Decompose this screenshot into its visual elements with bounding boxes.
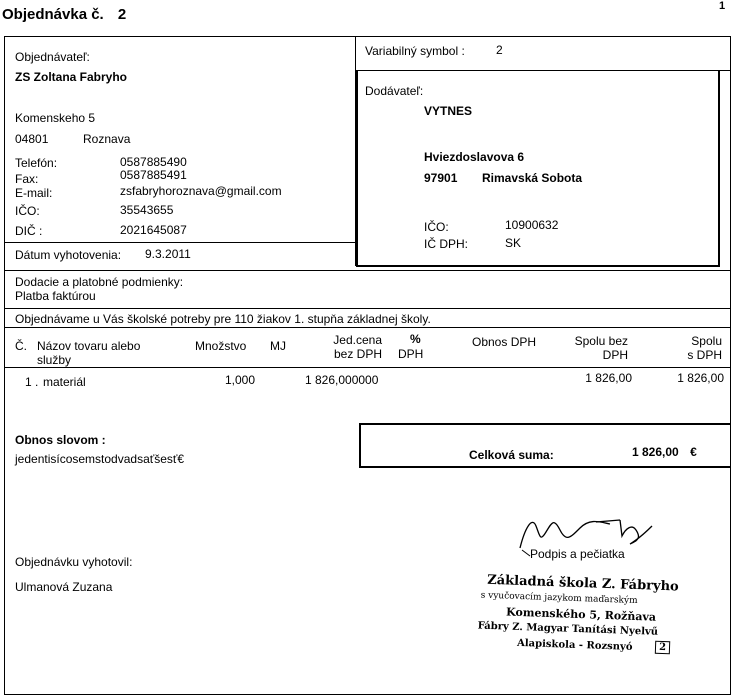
col-header-total-1: Spolu bez [574,334,628,348]
terms-divider [4,270,731,271]
terms-value: Platba faktúrou [15,289,96,303]
prepared-by-name: Ulmanová Zuzana [15,580,113,594]
supplier-city: Rimavská Sobota [482,171,583,185]
buyer-street: Komenskeho 5 [15,111,96,125]
signature-label: Podpis a pečiatka [530,547,625,561]
buyer-city: Roznava [83,132,131,146]
buyer-label: Objednávateľ: [15,50,90,64]
row-name: materiál [43,375,86,389]
vs-label: Variabilný symbol : [365,44,465,58]
supplier-ico-value: 10900632 [505,218,559,232]
col-header-name-1: Názov tovaru alebo [37,339,141,353]
fax-value: 0587885491 [120,168,187,182]
col-header-total-vat-2: s DPH [687,348,722,362]
col-header-vat-amount: Obnos DPH [472,335,537,349]
total-currency: € [690,445,697,459]
row-qty: 1,000 [224,373,255,387]
stamp-line-4: Fábry Z. Magyar Tanítási Nyelvű [477,620,659,638]
total-value [632,445,697,459]
supplier-label: Dodávateľ: [365,84,424,98]
ico-value: 35543655 [120,203,174,217]
intro-divider-top [4,308,731,309]
amount-words-value: jedentisícosemstodvadsaťšesť€ [15,452,185,466]
stamp-number: 2 [655,641,670,655]
phone-value: 0587885490 [120,155,187,169]
col-header-price-2: bez DPH [333,347,382,361]
amount-words-label: Obnos slovom : [15,433,106,447]
date-label: Dátum vyhotovenia: [15,248,122,262]
col-header-c: Č. [15,339,27,353]
terms-label: Dodacie a platobné podmienky: [15,275,184,289]
supplier-ico-label: IČO: [424,220,449,234]
order-intro: Objednávame u Vás školské potreby pre 110 žiakov 1. stupňa základnej školy. [15,312,431,326]
supplier-street: Hviezdoslavova 6 [424,150,525,164]
email-label: E-mail: [15,186,53,200]
total-label: Celková suma: [469,448,554,462]
fax-label: Fax: [15,172,39,186]
supplier-icdph-value: SK [505,236,522,250]
dic-label: DIČ : [15,224,43,238]
row-total-vat: 1 826,00 [677,371,724,385]
email-value: zsfabryhoroznava@gmail.com [120,184,282,198]
stamp-line-2: s vyučovacím jazykom maďarským [480,590,638,607]
stamp-line-1: Základná škola Z. Fábryho [486,572,679,595]
vs-value: 2 [496,43,503,57]
col-header-total-vat-1: Spolu [691,334,722,348]
row-total: 1 826,00 [585,371,632,385]
col-header-total-2: DPH [602,348,628,362]
col-header-qty: Množstvo [195,339,247,353]
total-amount: 1 826,00 [632,445,679,459]
document-title [2,6,126,23]
buyer-name: ZS Zoltana Fabryho [15,70,128,84]
dic-value: 2021645087 [120,223,187,237]
supplier-name: VYTNES [424,104,473,118]
page-number: 1 [719,0,726,12]
col-header-price-1: Jed.cena [333,333,382,347]
stamp-line-3: Komenského 5, Rožňava [505,605,657,624]
row-price: 1 826,000000 [305,373,379,387]
date-divider [4,242,355,243]
supplier-box [356,70,720,267]
table-row [0,372,734,388]
table-header-divider [4,367,731,368]
school-stamp [466,564,689,672]
col-header-unit: MJ [270,339,286,353]
buyer-zip: 04801 [15,132,49,146]
stamp-line-5: Alapiskola - Rozsnyó [516,637,633,653]
supplier-zip: 97901 [424,171,458,185]
date-value: 9.3.2011 [145,247,191,261]
row-c: 1 . [25,375,39,389]
order-number: 2 [117,6,127,23]
title-text: Objednávka č. [2,6,104,23]
supplier-icdph-label: IČ DPH: [424,237,469,251]
col-header-vat-2: DPH [398,347,424,361]
col-header-vat-1: % [410,332,421,346]
intro-divider-bottom [4,327,731,328]
ico-label: IČO: [15,204,40,218]
col-header-name-2: služby [37,353,72,367]
phone-label: Telefón: [15,156,58,170]
prepared-by-label: Objednávku vyhotovil: [15,555,133,569]
